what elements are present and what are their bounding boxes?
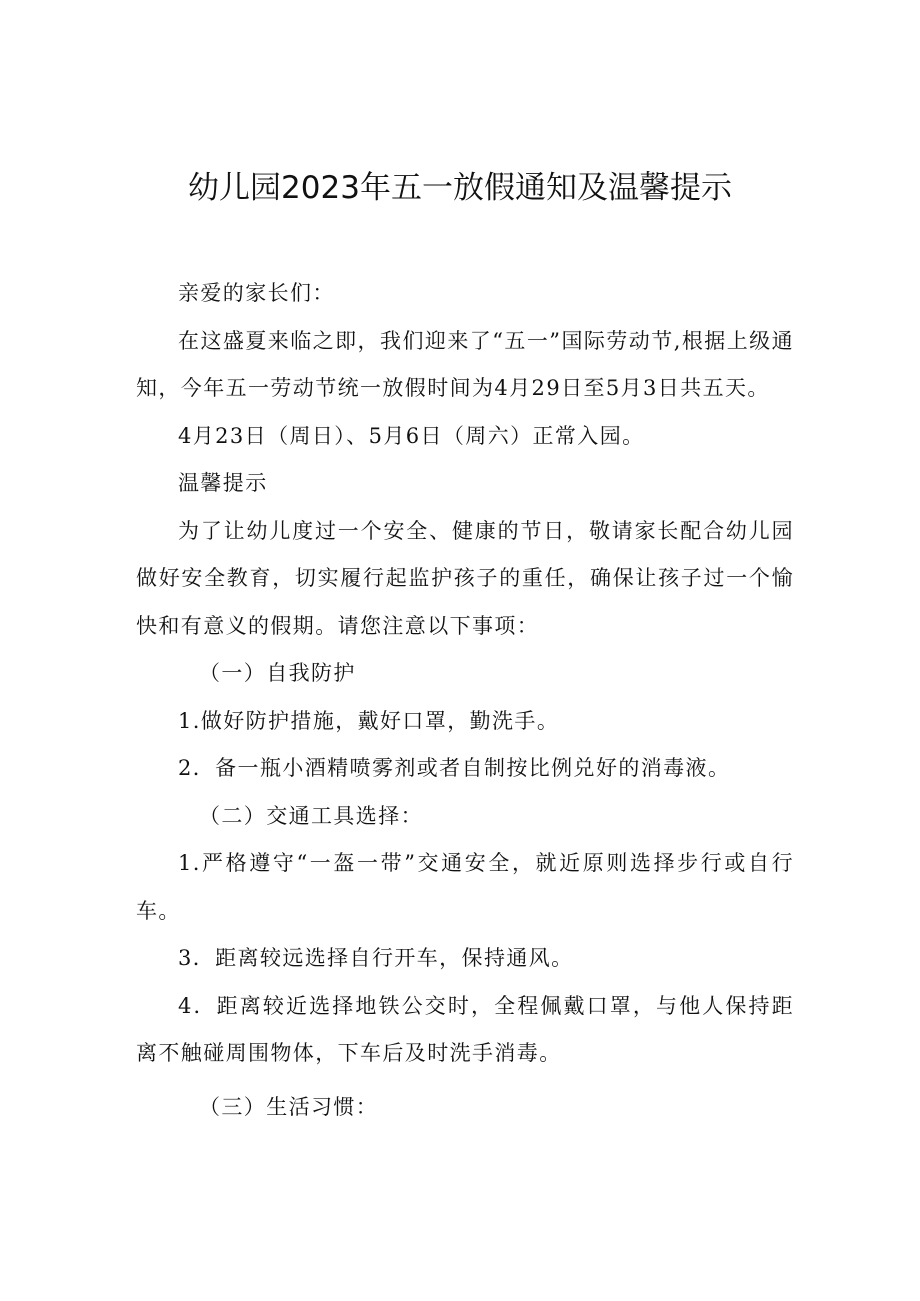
- document-body: [136, 270, 794, 1131]
- list-item-protection-2: 2．备一瓶小酒精喷雾剂或者自制按比例兑好的消毒液。: [178, 756, 731, 780]
- list-item-transport-4: 4．距离较近选择地铁公交时，全程佩戴口罩，与他人保持距离不触碰周围物体，下车后及时洗手消毒。: [136, 993, 794, 1065]
- document-title: 幼儿园2023年五一放假通知及温馨提示: [188, 170, 732, 206]
- list-item-protection-1: 1.做好防护措施，戴好口罩，勤洗手。: [178, 708, 560, 733]
- subheading-transport: （二）交通工具选择：: [199, 803, 423, 828]
- subheading-habits: （三）生活习惯：: [199, 1094, 379, 1119]
- paragraph-safety-intro: 为了让幼儿度过一个安全、健康的节日，敬请家长配合幼儿园做好安全教育，切实履行起监护孩子的重任，确保让孩子过一个愉快和有意义的假期。请您注意以下事项：: [136, 518, 794, 638]
- paragraph-holiday-notice: 在这盛夏来临之即，我们迎来了“五一”国际劳动节,根据上级通知，今年五一劳动节统一放假时间为4月29日至5月3日共五天。: [136, 328, 794, 400]
- list-item-transport-1: 1.严格遵守“一盔一带”交通安全，就近原则选择步行或自行车。: [136, 851, 794, 923]
- subheading-self-protection: （一）自我防护: [199, 661, 356, 685]
- section-heading-tips: 温馨提示: [178, 471, 268, 495]
- greeting: 亲爱的家长们：: [178, 281, 335, 305]
- paragraph-school-days: 4月23日（周日）、5月6日（周六）正常入园。: [178, 423, 645, 448]
- list-item-transport-3: 3．距离较远选择自行开车，保持通风。: [178, 946, 574, 970]
